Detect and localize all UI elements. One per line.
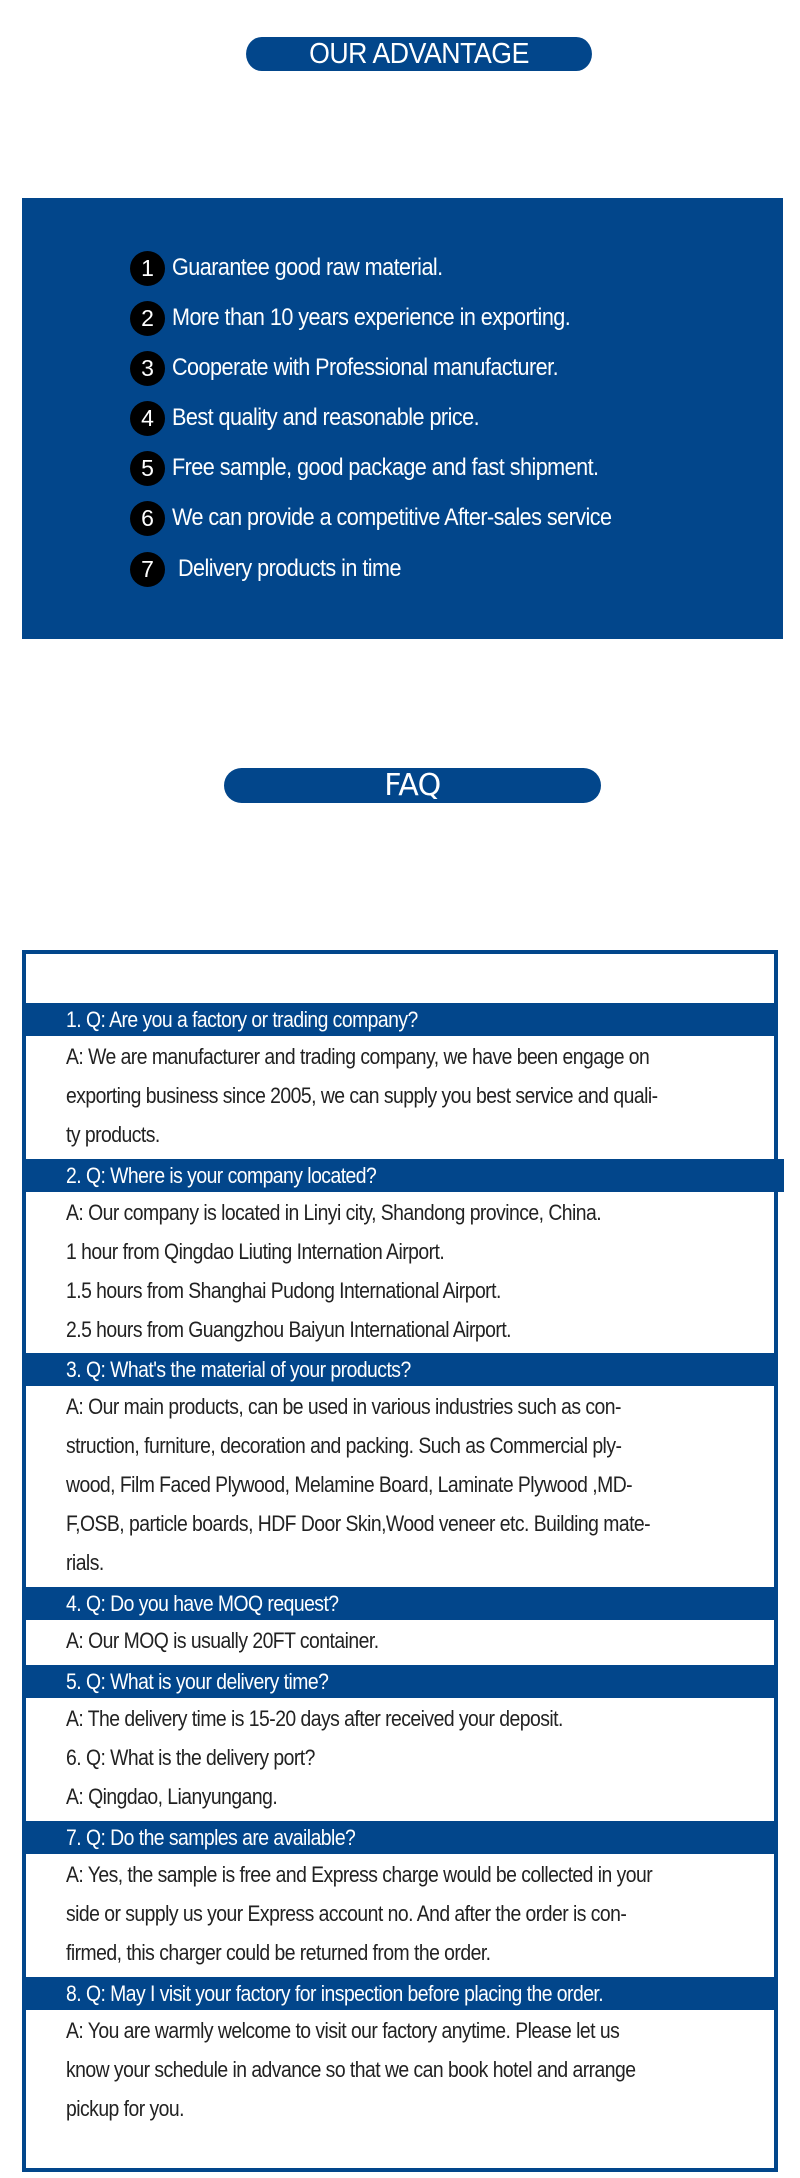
faq-question: 2. Q: Where is your company located? <box>26 1159 784 1192</box>
advantage-text: Best quality and reasonable price. <box>172 404 480 431</box>
advantage-text: More than 10 years experience in exporting. <box>172 304 571 331</box>
advantage-title: OUR ADVANTAGE <box>309 38 529 70</box>
faq-answer-line: A: Our main products, can be used in various industries such as con- <box>66 1394 621 1419</box>
faq-answer-line: 1 hour from Qingdao Liuting Internation Airport. <box>66 1239 445 1264</box>
number-circle-icon: 2 <box>130 301 165 336</box>
faq-answer-line: A: You are warmly welcome to visit our factory anytime. Please let us <box>66 2018 620 2043</box>
advantage-text: We can provide a competitive After-sales service <box>172 504 612 531</box>
faq-answer-line: ty products. <box>66 1122 160 1147</box>
number-circle-icon: 3 <box>130 351 165 386</box>
advantage-title-banner <box>246 37 592 71</box>
advantage-text: Delivery products in time <box>178 555 401 582</box>
advantage-item <box>130 298 614 338</box>
faq-answer-line: A: We are manufacturer and trading company, we have been engage on <box>66 1044 650 1069</box>
number-circle-icon: 1 <box>130 251 165 286</box>
faq-answer-line: A: Our MOQ is usually 20FT container. <box>66 1628 379 1653</box>
advantage-item <box>130 398 513 438</box>
advantage-item <box>130 348 601 388</box>
advantage-text: Free sample, good package and fast shipment. <box>172 454 599 481</box>
faq-answer-line: 2.5 hours from Guangzhou Baiyun International Airport. <box>66 1317 512 1342</box>
advantage-item <box>130 498 660 538</box>
faq-answer-line: wood, Film Faced Plywood, Melamine Board, Laminate Plywood ,MD- <box>66 1472 633 1497</box>
faq-answer-line: exporting business since 2005, we can supply you best service and quali- <box>66 1083 658 1108</box>
faq-answer-line: firmed, this charger could be returned from the order. <box>66 1940 491 1965</box>
faq-answer-line: know your schedule in advance so that we can book hotel and arrange <box>66 2057 636 2082</box>
faq-answer-line: A: Our company is located in Linyi city, Shandong province, China. <box>66 1200 602 1225</box>
faq-title-banner <box>224 768 601 803</box>
faq-answer-line: struction, furniture, decoration and packing. Such as Commercial ply- <box>66 1433 622 1458</box>
number-circle-icon: 5 <box>130 451 165 486</box>
faq-question: 4. Q: Do you have MOQ request? <box>26 1587 774 1620</box>
faq-answer-line: 1.5 hours from Shanghai Pudong International Airport. <box>66 1278 501 1303</box>
faq-answer-line: A: Yes, the sample is free and Express charge would be collected in your <box>66 1862 653 1887</box>
faq-answer-line: pickup for you. <box>66 2096 184 2121</box>
advantage-item <box>130 549 426 589</box>
number-circle-icon: 6 <box>130 501 165 536</box>
advantage-item <box>130 248 473 288</box>
faq-answer-line: A: The delivery time is 15-20 days after received your deposit. <box>66 1706 563 1731</box>
faq-answer-line: 6. Q: What is the delivery port? <box>66 1745 315 1770</box>
faq-panel <box>22 950 778 2172</box>
faq-title: FAQ <box>384 768 441 803</box>
advantage-panel <box>22 198 783 639</box>
advantage-text: Cooperate with Professional manufacturer. <box>172 354 559 381</box>
faq-answer-line: A: Qingdao, Lianyungang. <box>66 1784 278 1809</box>
faq-question: 8. Q: May I visit your factory for inspection before placing the order. <box>26 1977 774 2010</box>
faq-answer-line: rials. <box>66 1550 104 1575</box>
faq-answer-line: F,OSB, particle boards, HDF Door Skin,Wood veneer etc. Building mate- <box>66 1511 651 1536</box>
faq-question: 5. Q: What is your delivery time? <box>26 1665 774 1698</box>
faq-question: 3. Q: What's the material of your products? <box>26 1353 774 1386</box>
faq-question: 1. Q: Are you a factory or trading company? <box>26 1003 774 1036</box>
number-circle-icon: 4 <box>130 401 165 436</box>
advantage-item <box>130 448 646 488</box>
number-circle-icon: 7 <box>130 552 165 587</box>
faq-question: 7. Q: Do the samples are available? <box>26 1821 774 1854</box>
advantage-text: Guarantee good raw material. <box>172 254 443 281</box>
faq-answer-line: side or supply us your Express account no. And after the order is con- <box>66 1901 627 1926</box>
